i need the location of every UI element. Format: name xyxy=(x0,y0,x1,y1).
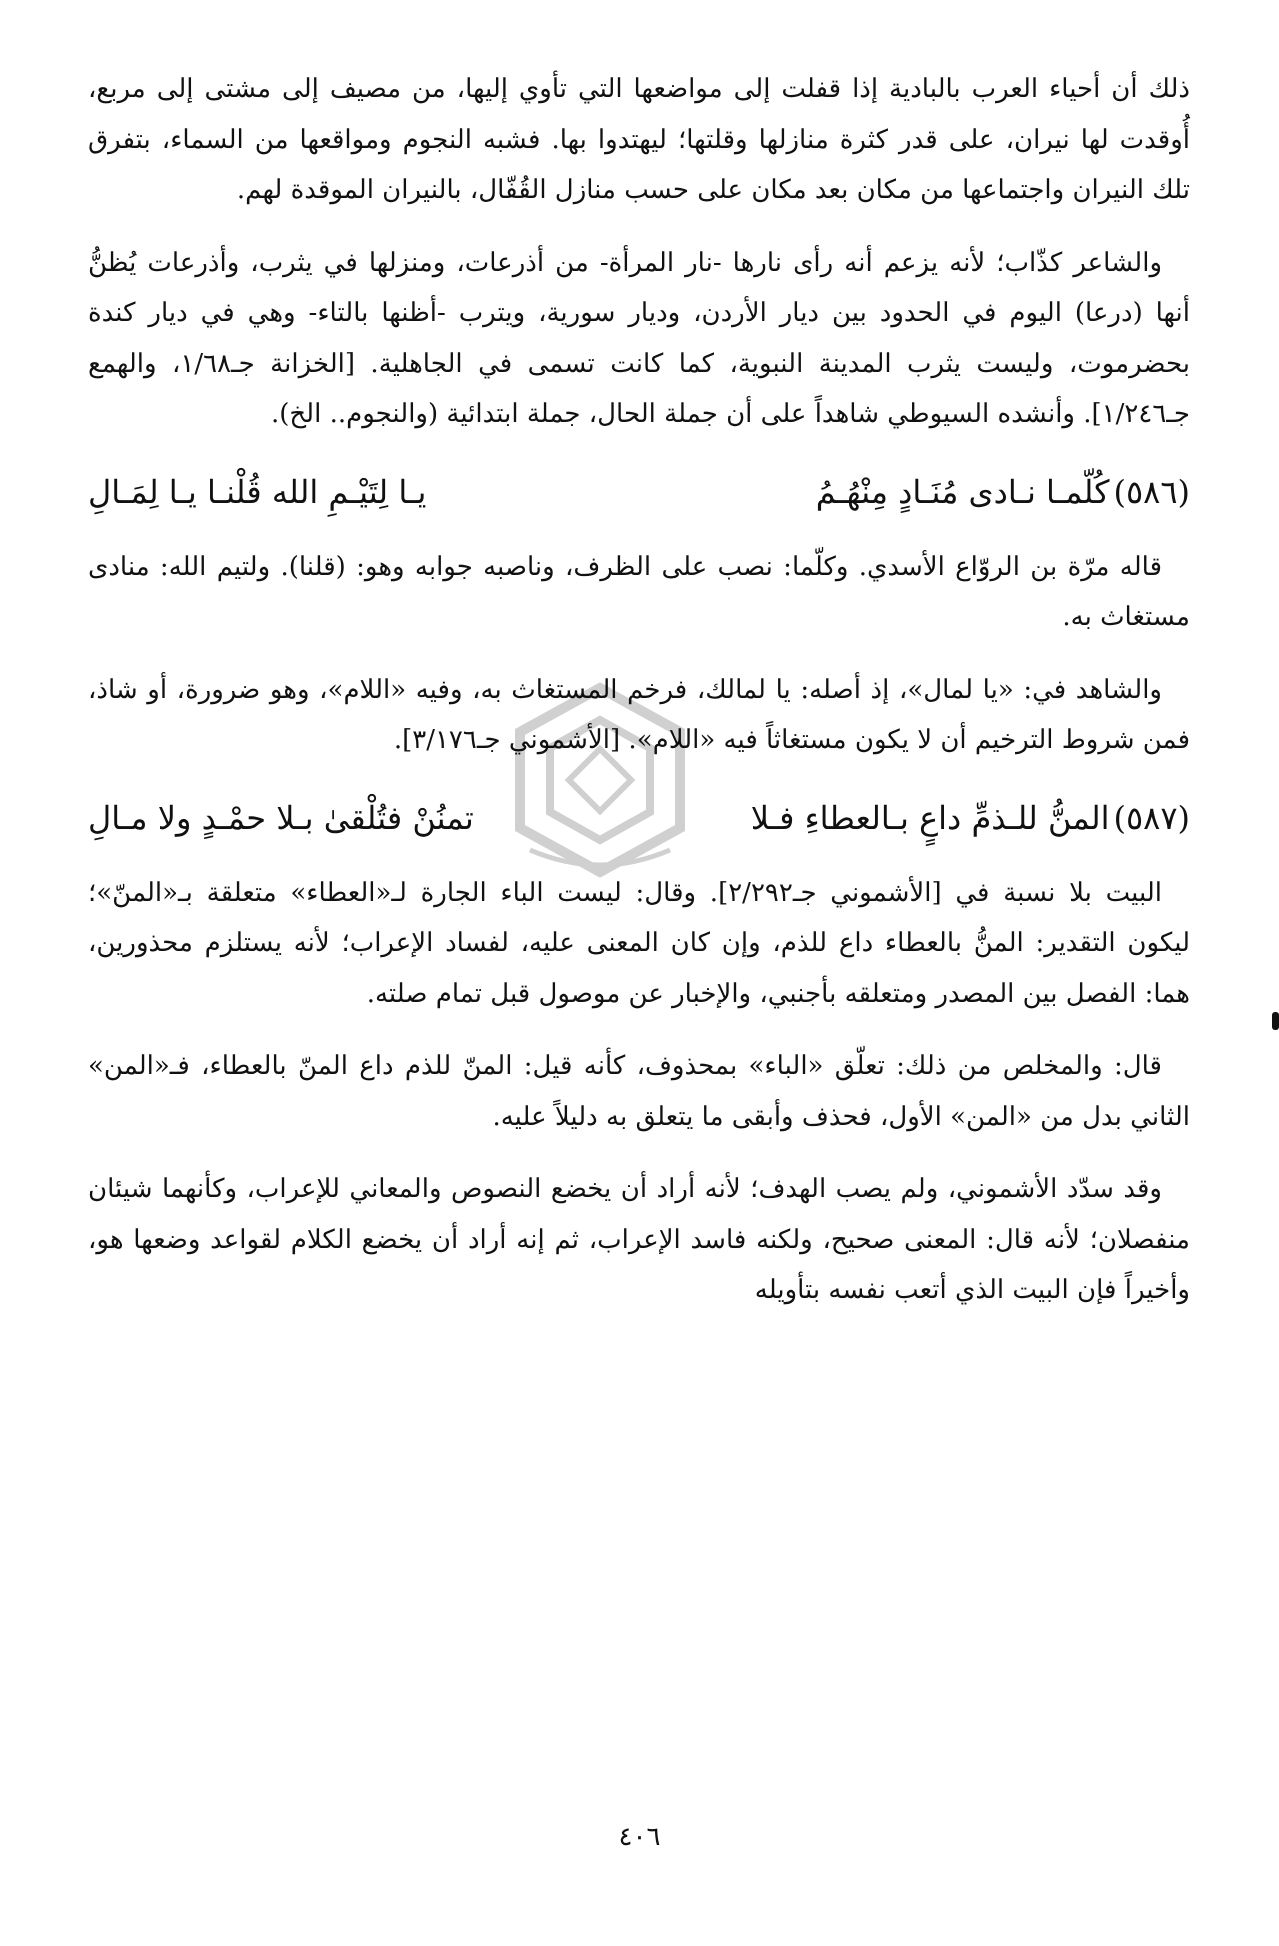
commentary-paragraph: قاله مرّة بن الروّاع الأسدي. وكلّما: نصب على الظرف، وناصبه جوابه وهو: (قلنا). ولتيم الله: منادى مستغاث به. xyxy=(88,551,1190,632)
page-number: ٤٠٦ xyxy=(618,1822,661,1852)
verse-number: (٥٨٧) xyxy=(1113,798,1190,837)
paragraph-2: والشاعر كذّاب؛ لأنه يزعم أنه رأى نارها -نار المرأة- من أذرعات، ومنزلها في يثرب، وأذرعات يُظنُّ أنها (درعا) اليوم في الحدود بين ديار الأردن، وديار سورية، ويترب -أظنها بالتاء- وهي في ديار كندة بحضرموت، وليست يثرب المدينة النبوية، كما كانت تسمى في الجاهلية. [الخزانة جـ١/٦٨، والهمع جـ١/٢٤٦]. وأنشده السيوطي شاهداً على أن جملة الحال، جملة ابتدائية (والنجوم.. الخ). xyxy=(88,247,1190,429)
paragraph-1: ذلك أن أحياء العرب بالبادية إذا قفلت إلى مواضعها التي تأوي إليها، من مصيف إلى مشتى إلى مربع، أُوقدت لها نيران، على قدر كثرة منازلها وقلتها؛ ليهتدوا بها. فشبه النجوم ومواقعها من السماء، بتفرق تلك النيران واجتماعها من مكان بعد مكان على حسب منازل القُفّال، بالنيران الموقدة لهم. xyxy=(88,74,1191,205)
document-page xyxy=(88,64,1190,1338)
verse-586 xyxy=(88,462,1190,522)
verse-587 xyxy=(88,788,1190,848)
commentary-paragraph: البيت بلا نسبة في [الأشموني جـ٢/٢٩٢]. وقال: ليست الباء الجارة لـ«العطاء» متعلقة بـ«المنّ»؛ ليكون التقدير: المنُّ بالعطاء داع للذم، وإن كان المعنى عليه، لفساد الإعراب؛ لأنه يستلزم محذورين، هما: الفصل بين المصدر ومتعلقه بأجنبي، والإخبار عن موصول قبل تمام صلته. xyxy=(88,877,1190,1009)
commentary-paragraph: وقد سدّد الأشموني، ولم يصب الهدف؛ لأنه أراد أن يخضع النصوص والمعاني للإعراب، وكأنهما شيئان منفصلان؛ لأنه قال: المعنى صحيح، ولكنه فاسد الإعراب، ثم إنه أراد أن يخضع الكلام لقواعد وضعها هو، وأخيراً فإن البيت الذي أتعب نفسه بتأويله xyxy=(88,1174,1190,1305)
verse-second-hemistich: يـا لِتَيْـمِ الله قُلْنـا يـا لِمَـالِ xyxy=(88,472,427,511)
commentary-paragraph: والشاهد في: «يا لمال»، إذ أصله: يا لمالك، فرخم المستغاث به، وفيه «اللام»، وهو ضرورة، أو شاذ، فمن شروط الترخيم أن لا يكون مستغاثاً فيه «اللام». [الأشموني جـ٣/١٧٦]. xyxy=(88,674,1190,755)
verse-first-hemistich: المنُّ للـذمِّ داعٍ بـالعطاءِ فـلا xyxy=(750,798,1110,837)
scan-edge-mark xyxy=(1272,1012,1279,1030)
verse-number: (٥٨٦) xyxy=(1113,472,1190,511)
commentary-paragraph: قال: والمخلص من ذلك: تعلّق «الباء» بمحذوف، كأنه قيل: المنّ للذم داع المنّ بالعطاء، فـ«المن» الثاني بدل من «المن» الأول، فحذف وأبقى ما يتعلق به دليلاً عليه. xyxy=(88,1051,1190,1132)
verse-second-hemistich: تمنُنْ فتُلْقىٰ بـلا حمْـدٍ ولا مـالِ xyxy=(88,798,474,837)
verse-first-hemistich: كُلّمـا نـادى مُنَـادٍ مِنْهُـمُ xyxy=(815,472,1110,511)
